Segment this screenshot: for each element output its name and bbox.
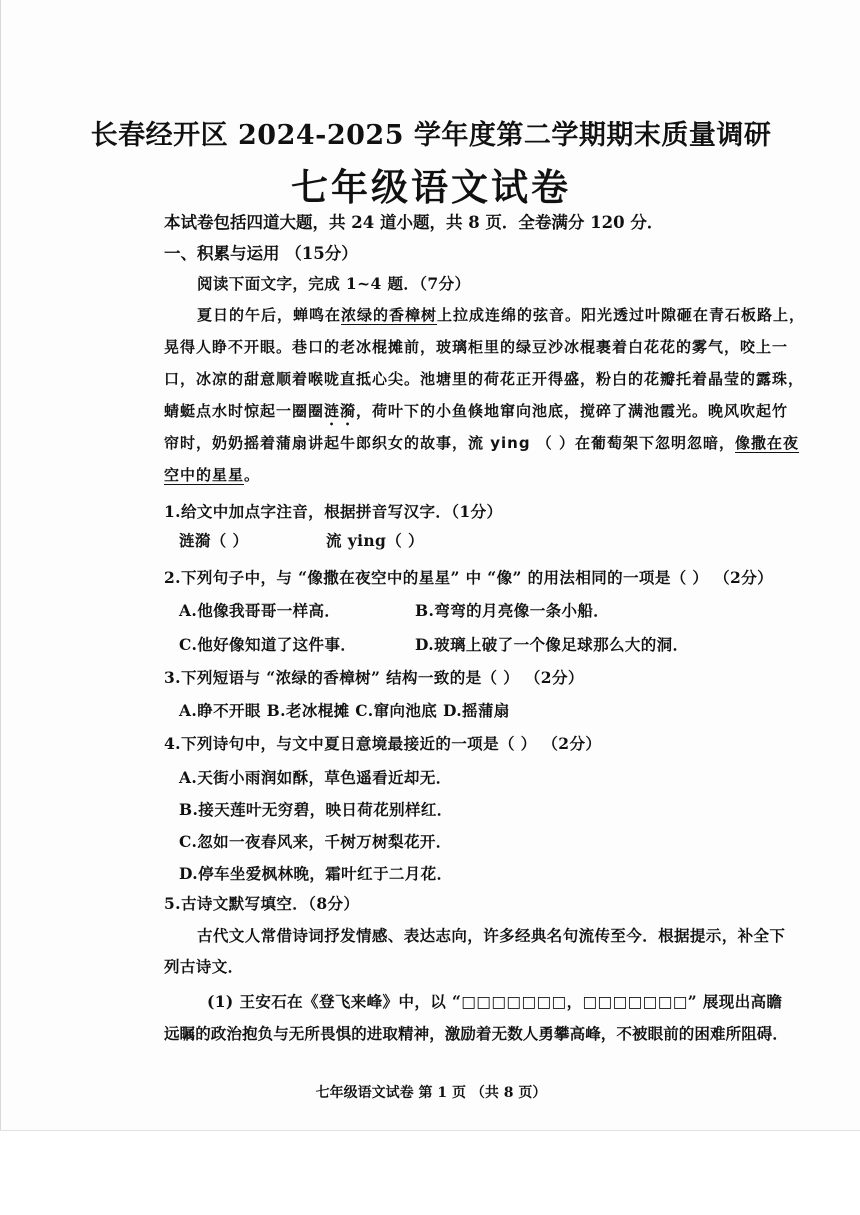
question-5-item-1a: (1) 王安石在《登飞来峰》中，以 “□□□□□□□，□□□□□□□” 展现出高瞻 [207,992,783,1011]
question-1-blank-a: 涟漪（ ） [179,531,249,550]
passage-text: ，荷叶下的小鱼倏地窜向池底，搅碎了满池霞光。晚风吹起竹 [356,402,789,420]
question-3-stem: 3.下列短语与 “浓绿的香樟树” 结构一致的是（ ） （2分） [164,668,584,687]
passage-text: 。 [244,466,261,484]
section-heading: 一、积累与运用 （15分） [164,244,358,263]
question-2-option-b: B.弯弯的月亮像一条小船． [415,601,610,620]
passage-text: 蜻蜓点水时惊起一圈圈 [164,402,325,420]
exam-subtitle: 七年级语文试卷 [291,165,571,209]
question-1-stem: 1.给文中加点字注音，根据拼音写汉字．（1分） [164,502,503,521]
passage-line-4 [164,400,788,429]
passage-text: 帘时，奶奶摇着蒲扇讲起牛郎织女的故事，流 ying （ ）在葡萄架下忽明忽暗， [164,434,736,452]
question-4-option-d: D.停车坐爱枫林晚，霜叶红于二月花． [179,864,453,883]
question-4-option-c: C.忽如一夜春风来，千树万树梨花开． [179,832,452,851]
dotted-char: 涟 [324,402,341,420]
underlined-phrase: 空中的星星 [164,466,245,484]
question-5-intro-2: 列古诗文． [164,957,244,976]
passage-line-3: 口，冰凉的甜意顺着喉咙直抵心尖。池塘里的荷花正开得盛，粉白的花瓣托着晶莹的露珠， [164,370,805,388]
question-1-blank-b: 流 ying（ ） [326,531,424,550]
question-3-options: A.睁不开眼 B.老冰棍摊 C.窜向池底 D.摇蒲扇 [179,701,510,720]
question-2-option-a: A.他像我哥哥一样高． [179,601,341,620]
question-5-item-1b: 远瞩的政治抱负与无所畏惧的进取精神，激励着无数人勇攀高峰，不被眼前的困难所阻碍． [164,1024,789,1043]
passage-text: 夏日的午后，蝉鸣在 [197,306,342,324]
passage-line-5 [164,432,799,453]
section-instruction: 阅读下面文字，完成 1~4 题．（7分） [197,274,471,293]
question-2-stem: 2.下列句子中，与 “像撒在夜空中的星星” 中 “像” 的用法相同的一项是（ ） （2分） [164,568,774,587]
underlined-phrase: 像撒在夜 [735,434,800,452]
passage-line-6 [164,464,260,485]
exam-title: 长春经开区 2024-2025 学年度第二学期期末质量调研 [90,120,772,151]
dotted-char: 漪 [340,402,357,420]
question-4-option-b: B.接天莲叶无穷碧，映日荷花别样红． [179,800,453,819]
exam-intro: 本试卷包括四道大题，共 24 道小题，共 8 页．全卷满分 120 分． [164,213,664,232]
page-footer: 七年级语文试卷 第 1 页 （共 8 页） [315,1085,547,1101]
passage-line-2: 晃得人睁不开眼。巷口的老冰棍摊前，玻璃柜里的绿豆沙冰棍裹着白花花的雾气，咬上一 [164,338,789,356]
question-5-stem: 5.古诗文默写填空．（8分） [164,894,360,913]
passage-text: 上拉成连绵的弦音。阳光透过叶隙砸在青石板路上， [437,306,806,324]
passage-line-1 [197,304,805,325]
question-4-stem: 4.下列诗句中，与文中夏日意境最接近的一项是（ ） （2分） [164,734,602,753]
question-5-intro-1: 古代文人常借诗词抒发情感、表达志向，许多经典名句流传至今．根据提示，补全下 [197,926,786,945]
question-2-option-c: C.他好像知道了这件事． [179,635,357,654]
underlined-phrase: 浓绿的香樟树 [341,306,438,324]
question-4-option-a: A.天街小雨润如酥，草色遥看近却无． [179,768,452,787]
question-2-option-d: D.玻璃上破了一个像足球那么大的洞． [415,635,689,654]
